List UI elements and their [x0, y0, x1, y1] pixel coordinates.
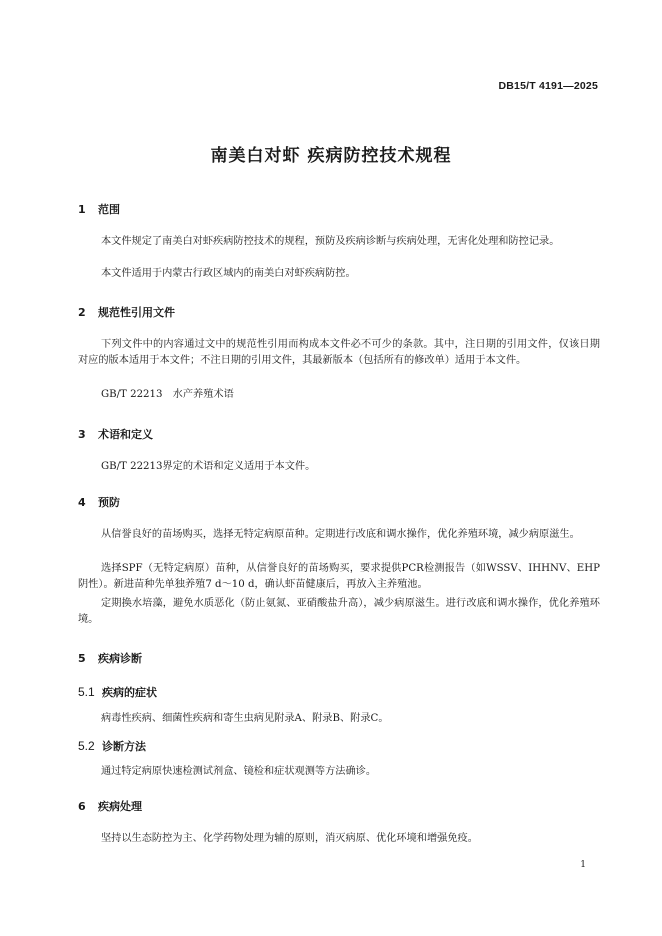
section-1-heading [78, 201, 120, 217]
section-number: 2 [78, 306, 86, 319]
document-title: 南美白对虾 疾病防控技术规程 [210, 146, 452, 166]
section-number: 3 [78, 428, 86, 441]
subsection-5-2-heading [78, 738, 146, 754]
subsection-5-1-heading [78, 684, 157, 700]
subsection-title: 诊断方法 [102, 740, 146, 753]
section-number: 6 [78, 800, 86, 813]
paragraph: 病毒性疾病、细菌性疾病和寄生虫病见附录A、附录B、附录C。 [101, 713, 389, 724]
paragraph: GB/T 22213界定的术语和定义适用于本文件。 [101, 461, 316, 472]
section-title: 疾病处理 [98, 800, 142, 813]
paragraph: 下列文件中的内容通过文中的规范性引用而构成本文件必不可少的条款。其中，注日期的引用文件，仅该日期对应的版本适用于本文件；不注日期的引用文件，其最新版本（包括所有的修改单）适用于本文件。 [78, 339, 600, 366]
page-number: 1 [580, 860, 586, 870]
subsection-number: 5.1 [78, 685, 95, 699]
section-title: 预防 [98, 496, 120, 509]
section-5-heading [78, 650, 142, 666]
paragraph: 从信誉良好的苗场购买，选择无特定病原苗种。定期进行改底和调水操作，优化养殖环境，减少病原滋生。 [101, 529, 580, 540]
paragraph: 通过特定病原快速检测试剂盒、镜检和症状观测等方法确诊。 [101, 766, 377, 777]
paragraph: 选择SPF（无特定病原）苗种，从信誉良好的苗场购买，要求提供PCR检测报告（如WSSV、IHHNV、EHP阴性）。新进苗种先单独养殖7 d～10 d，确认虾苗健康后，再放入主养殖池。 [78, 563, 600, 590]
reference-item: GB/T 22213 水产养殖术语 [101, 389, 234, 400]
paragraph: 本文件适用于内蒙古行政区域内的南美白对虾疾病防控。 [101, 268, 356, 279]
paragraph: 本文件规定了南美白对虾疾病防控技术的规程，预防及疾病诊断与疾病处理，无害化处理和防控记录。 [101, 236, 560, 247]
section-number: 5 [78, 652, 86, 665]
section-title: 术语和定义 [98, 428, 153, 441]
paragraph: 坚持以生态防控为主、化学药物处理为辅的原则，消灭病原、优化环境和增强免疫。 [101, 833, 478, 844]
section-title: 范围 [98, 203, 120, 216]
document-code: DB15/T 4191—2025 [498, 80, 598, 92]
section-number: 1 [78, 203, 86, 216]
section-4-heading [78, 494, 120, 510]
section-title: 规范性引用文件 [98, 306, 175, 319]
section-2-heading [78, 304, 175, 320]
subsection-title: 疾病的症状 [102, 686, 157, 699]
subsection-number: 5.2 [78, 739, 95, 753]
section-title: 疾病诊断 [98, 652, 142, 665]
section-number: 4 [78, 496, 86, 509]
paragraph: 定期换水培藻，避免水质恶化（防止氨氮、亚硝酸盐升高），减少病原滋生。进行改底和调水操作，优化养殖环境。 [78, 598, 600, 625]
section-6-heading [78, 798, 142, 814]
section-3-heading [78, 426, 153, 442]
